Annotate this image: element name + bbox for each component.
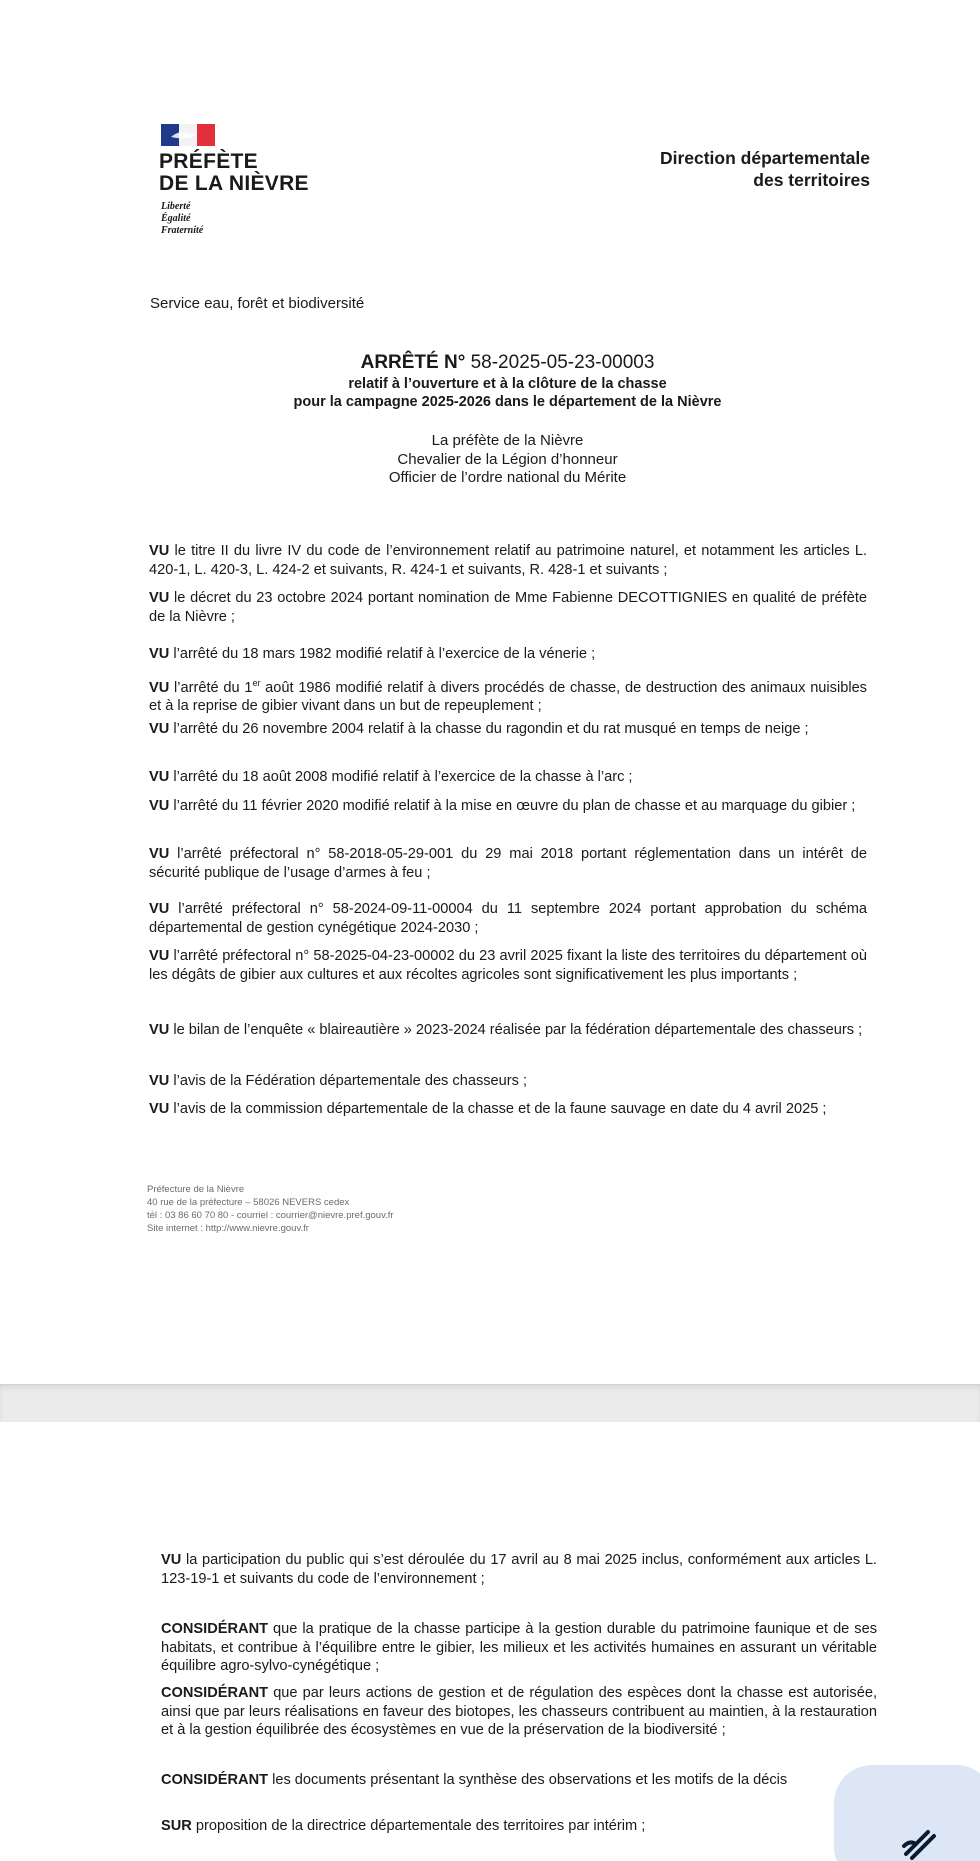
prefecture-name: PRÉFÈTE DE LA NIÈVRE [159, 150, 309, 195]
arrete-title: ARRÊTÉ N° 58-2025-05-23-00003 [360, 352, 655, 373]
considerant-paragraph: CONSIDÉRANT les documents présentant la synthèse des observations et les motifs de la décis [161, 1772, 788, 1788]
visa-paragraph: VU l’arrêté du 18 août 2008 modifié relatif à l’exercice de la chasse à l’arc ; [149, 769, 633, 785]
visa-paragraph: VU l’arrêté du 18 mars 1982 modifié relatif à l’exercice de la vénerie ; [149, 646, 596, 662]
visa-paragraph: VU l’arrêté du 1er août 1986 modifié relatif à divers procédés de chasse, de destruction des animaux nuisibles et à la reprise de gibier vivant dans un but de repeuplement ; [149, 678, 867, 715]
considerant-paragraph: CONSIDÉRANT que par leurs actions de gestion et de régulation des espèces dont la chasse est autorisée, ainsi que par leurs réalisations en faveur des biotopes, les chasseurs contribuent au maintien, à la restauration et à la gestion équilibrée des écosystèmes en vue de la préservation de la biodiversité ; [161, 1685, 877, 1738]
visa-paragraph: VU l’arrêté préfectoral n° 58-2024-09-11-00004 du 11 septembre 2024 portant approbation du schéma départemental de gestion cynégétique 2024-2030 ; [149, 901, 867, 936]
visa-paragraph: VU l’arrêté préfectoral n° 58-2018-05-29-001 du 29 mai 2018 portant réglementation dans un intérêt de sécurité publique de l’usage d’armes à feu ; [149, 846, 867, 881]
visa-paragraph: VU l’arrêté du 26 novembre 2004 relatif à la chasse du ragondin et du rat musqué en temps de neige ; [149, 721, 809, 737]
visa-paragraph: VU le titre II du livre IV du code de l’environnement relatif au patrimoine naturel, et notamment les articles L. 420-1, L. 420-3, L. 424-2 et suivants, R. 424-1 et suivants, R. 428-1 et suivants ; [149, 543, 867, 578]
sur-proposition-paragraph: SUR proposition de la directrice départementale des territoires par intérim ; [161, 1818, 646, 1834]
visa-paragraph: VU l’avis de la Fédération départementale des chasseurs ; [149, 1073, 528, 1089]
visa-paragraph: VU l’arrêté du 11 février 2020 modifié relatif à la mise en œuvre du plan de chasse et au marquage du gibier ; [149, 798, 856, 814]
service-name: Service eau, forêt et biodiversité [150, 295, 365, 312]
document-page-2 [0, 1422, 980, 1861]
visa-paragraph: VU la participation du public qui s’est déroulée du 17 avril au 8 mai 2025 inclus, conformément aux articles L. 123-19-1 et suivants du code de l’environnement ; [161, 1552, 877, 1587]
visa-paragraph: VU l’arrêté préfectoral n° 58-2025-04-23-00002 du 23 avril 2025 fixant la liste des territoires du département où les dégâts de gibier aux cultures et aux récoltes agricoles sont significativement les plus importants ; [149, 948, 867, 983]
marianne-icon [169, 129, 199, 141]
arrete-subtitle: relatif à l’ouverture et à la clôture de la chasse pour la campagne 2025-2026 dans le département de la Nièvre [293, 376, 722, 410]
pencil-edit-icon[interactable] [896, 1818, 942, 1861]
visa-paragraph: VU l’avis de la commission départementale de la chasse et de la faune sauvage en date du 4 avril 2025 ; [149, 1101, 827, 1117]
republic-motto: Liberté Égalité Fraternité [161, 201, 204, 236]
page-separator [0, 1384, 980, 1422]
visa-paragraph: VU le décret du 23 octobre 2024 portant nomination de Mme Fabienne DECOTTIGNIES en qualité de préfète de la Nièvre ; [149, 590, 867, 625]
considerant-paragraph: CONSIDÉRANT que la pratique de la chasse participe à la gestion durable du patrimoine faunique et de ses habitats, et contribue à l’équilibre entre le gibier, les milieux et les activités humaines en assurant un véritable équilibre agro-sylvo-cynégétique ; [161, 1621, 877, 1674]
direction-name: Direction départementale des territoires [659, 148, 870, 190]
prefecture-footer: Préfecture de la Nièvre 40 rue de la préfecture – 58026 NEVERS cedex tél : 03 86 60 70 80 - courriel : courrier@nievre.pref.gouv.fr Site internet : http://www.nievre.gouv.fr [147, 1184, 394, 1234]
author-block: La préfète de la Nièvre Chevalier de la Légion d’honneur Officier de l’ordre national du Mérite [388, 432, 627, 486]
visa-paragraph: VU le bilan de l’enquête « blaireautière » 2023-2024 réalisée par la fédération départementale des chasseurs ; [149, 1022, 863, 1038]
